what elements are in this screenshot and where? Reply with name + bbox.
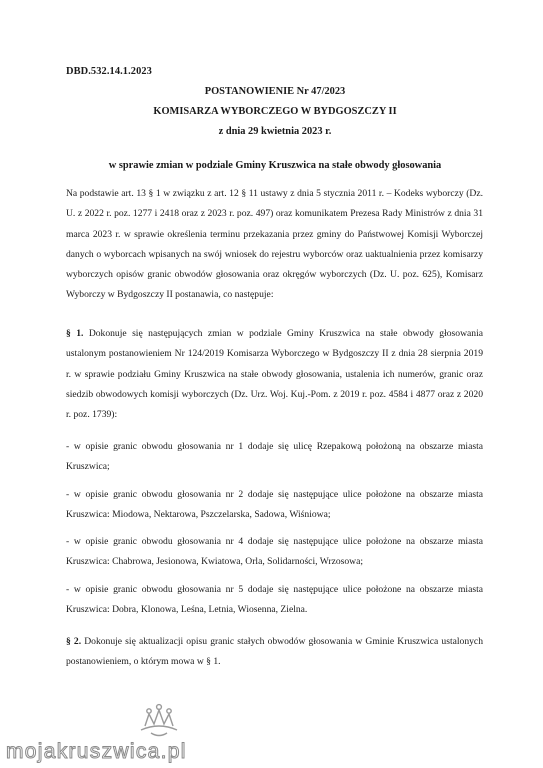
section-2-text: Dokonuje się aktualizacji opisu granic stałych obwodów głosowania w Gminie Kruszwica ustalonych postanowieniem, o którym mowa w § 1. (66, 636, 483, 668)
list-item: - w opisie granic obwodu głosowania nr 1 dodaje się ulicę Rzepakową położoną na obszarze miasta Kruszwica; (66, 441, 483, 473)
watermark-text: mojakruszwica.pl (6, 740, 187, 763)
site-watermark (0, 700, 220, 768)
section-2-label: § 2. (66, 636, 82, 647)
list-item: - w opisie granic obwodu głosowania nr 4 dodaje się następujące ulice położone na obszarze miasta Kruszwica: Chabrowa, Jesionowa, Kwiatowa, Orla, Solidarności, Wrzosowa; (66, 536, 483, 568)
section-1-label: § 1. (66, 328, 84, 339)
section-1-paragraph (66, 324, 483, 425)
list-item: - w opisie granic obwodu głosowania nr 5 dodaje się następujące ulice położone na obszarze miasta Kruszwica: Dobra, Klonowa, Leśna, Letnia, Wiosenna, Zielna. (66, 584, 483, 616)
reference-number: DBD.532.14.1.2023 (66, 66, 152, 77)
document-title: POSTANOWIENIE Nr 47/2023 (204, 86, 346, 97)
document-date: z dnia 29 kwietnia 2023 r. (218, 126, 332, 137)
list-item: - w opisie granic obwodu głosowania nr 2 dodaje się następujące ulice położone na obszarze miasta Kruszwica: Miodowa, Nektarowa, Pszczelarska, Sadowa, Wiśniowa; (66, 489, 483, 521)
document-subject: w sprawie zmian w podziale Gminy Kruszwica na stałe obwody głosowania (108, 160, 442, 171)
section-1-text: Dokonuje się następujących zmian w podziale Gminy Kruszwica na stałe obwody głosowania ustalonym postanowieniem Nr 124/2019 Komisarza Wyborczego w Bydgoszczy II z dnia 28 sierpnia 2019 r. w sprawie podziału Gminy Kruszwica na stałe obwody głosowania, ustalenia ich numerów, granic oraz siedzib obwodowych komisji wyborczych (Dz. Urz. Woj. Kuj.-Pom. z 2019 r. poz. 4584 i 4877 oraz z 2020 r. poz. 1739): (66, 328, 483, 421)
preamble-paragraph: Na podstawie art. 13 § 1 w związku z art. 12 § 11 ustawy z dnia 5 stycznia 2011 r. – Kodeks wyborczy (Dz. U. z 2022 r. poz. 1277 i 2418 oraz z 2023 r. poz. 497) oraz komunikatem Prezesa Rady Ministrów z dnia 31 marca 2023 r. w sprawie określenia terminu przekazania przez gminy do Państwowej Komisji Wyborczej danych o wyborcach wpisanych na swój wniosek do rejestru wyborców oraz uaktualnienia przez komisarzy wyborczych opisów granic obwodów głosowania oraz okręgów wyborczych (Dz. U. poz. 625), Komisarz Wyborczy w Bydgoszczy II postanawia, co następuje: (66, 188, 483, 301)
issuing-authority: KOMISARZA WYBORCZEGO W BYDGOSZCZY II (153, 106, 397, 117)
crown-flourish-icon (135, 700, 183, 740)
section-2-paragraph (66, 632, 483, 673)
